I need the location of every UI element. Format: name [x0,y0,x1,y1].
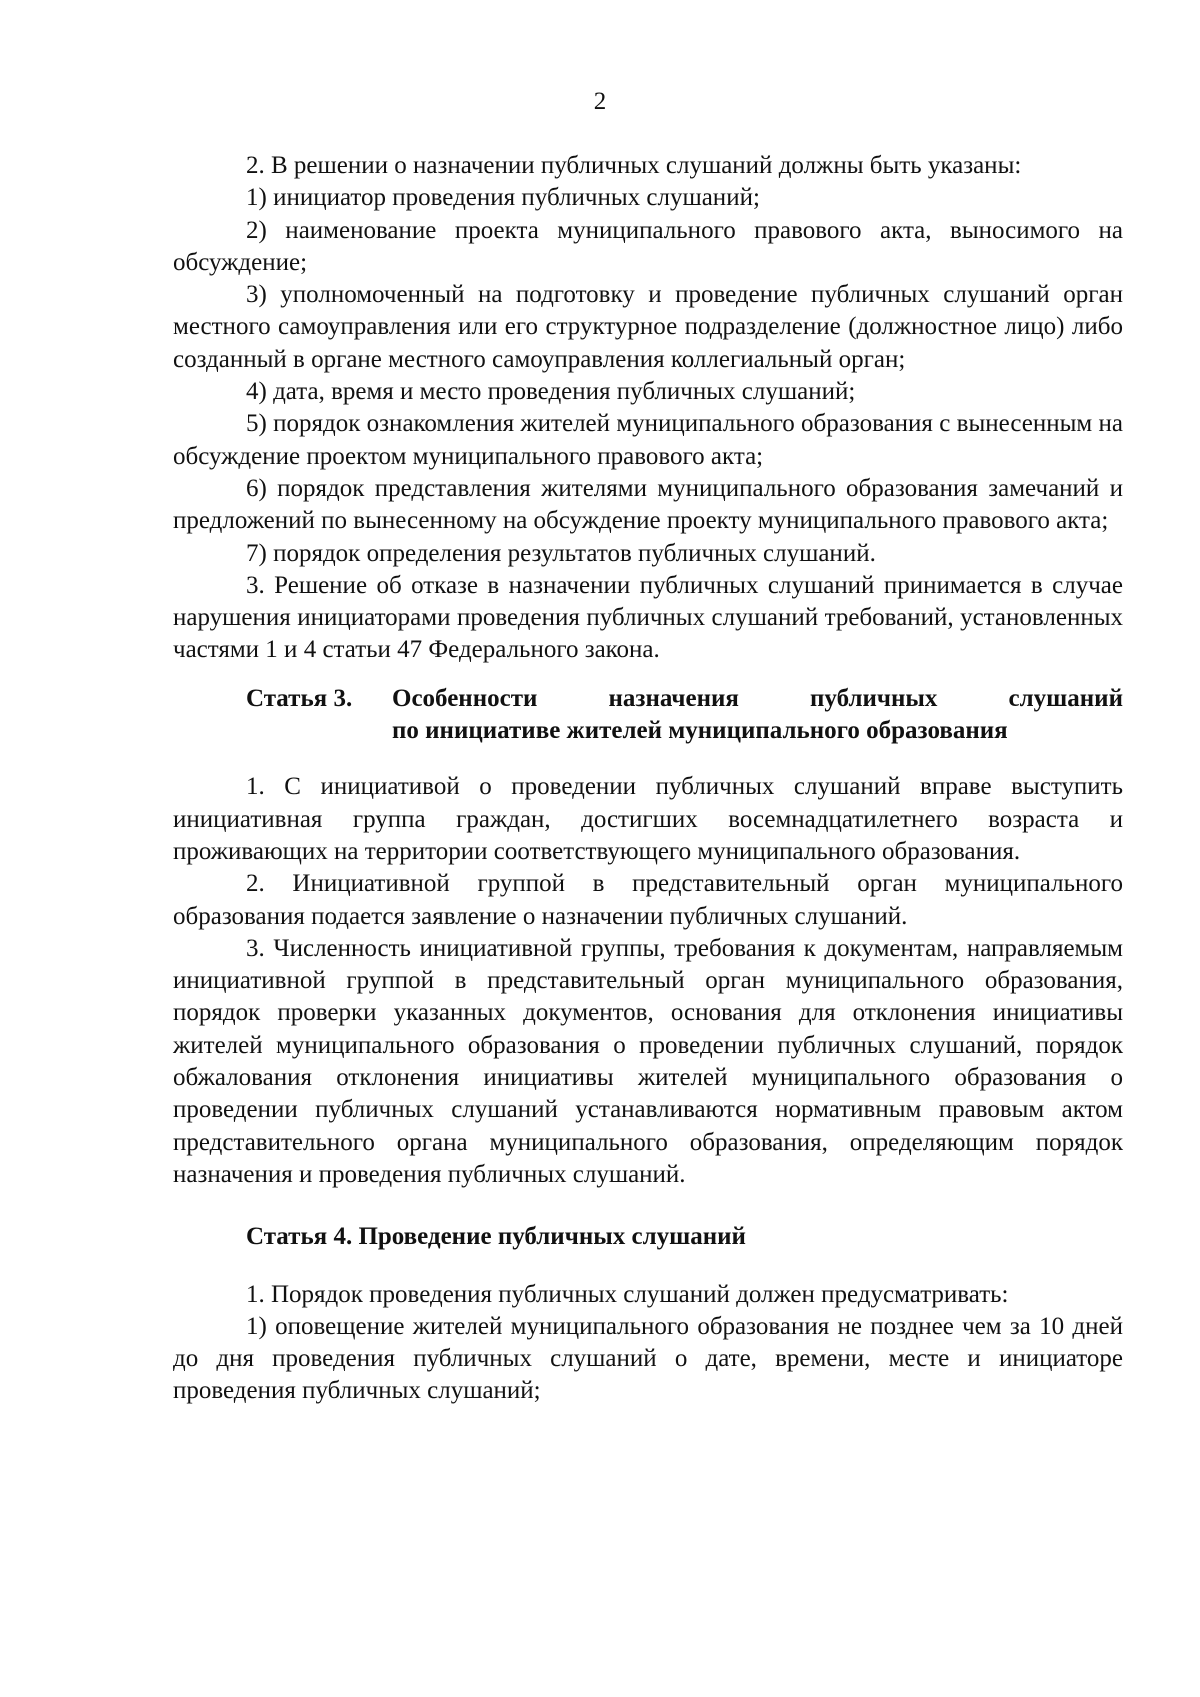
list-item-6: 6) порядок представления жителями муниципального образования замечаний и предложений по вынесенному на обсуждение проекту муниципального правового акта; [173,474,1123,535]
article-3-title-line-2: по инициативе жителей муниципального образования [392,717,1008,745]
article-3-paragraph-1: 1. С инициативой о проведении публичных слушаний вправе выступить инициативная группа граждан, достигших восемнадцатилетнего возраста и проживающих на территории соответствующего муниципального образования. [173,773,1123,865]
list-item-4: 4) дата, время и место проведения публичных слушаний; [246,378,856,406]
article-4-list-item-1: 1) оповещение жителей муниципального образования не позднее чем за 10 дней до дня проведения публичных слушаний о дате, времени, месте и инициаторе проведения публичных слушаний; [173,1312,1123,1405]
list-item-2: 2) наименование проекта муниципального правового акта, выносимого на обсуждение; [173,216,1123,276]
paragraph-3: 3. Решение об отказе в назначении публичных слушаний принимается в случае нарушения инициаторами проведения публичных слушаний требований, установленных частями 1 и 4 статьи 47 Федерального закона. [173,571,1123,664]
article-4-paragraph-1: 1. Порядок проведения публичных слушаний должен предусматривать: [246,1280,1009,1308]
list-item-5: 5) порядок ознакомления жителей муниципального образования с вынесенным на обсуждение проектом муниципального правового акта; [173,410,1123,470]
article-3-title [392,683,1123,748]
document-body [173,150,1123,1408]
article-3-number: Статья 3. [246,684,353,712]
article-3-title-line-1: Особенности назначения публичных слушаний [392,684,1123,712]
article-3-paragraph-2: 2. Инициативной группой в представительный орган муниципального образования подается заявление о назначении публичных слушаний. [173,870,1123,930]
article-3-paragraph-3: 3. Численность инициативной группы, требования к документам, направляемым инициативной группой в представительный орган муниципального образования, порядок проверки указанных документов, основания для отклонения инициативы жителей муниципального образования о проведении публичных слушаний, порядок обжалования отклонения инициативы жителей муниципального образования о проведении публичных слушаний устанавливаются нормативным правовым актом представительного органа муниципального образования, определяющим порядок назначения и проведения публичных слушаний. [173,934,1123,1188]
page-number: 2 [593,88,607,115]
list-item-7: 7) порядок определения результатов публичных слушаний. [246,539,876,567]
paragraph-2: 2. В решении о назначении публичных слушаний должны быть указаны: [246,152,1022,179]
list-item-3: 3) уполномоченный на подготовку и проведение публичных слушаний орган местного самоуправления или его структурное подразделение (должностное лицо) либо созданный в органе местного самоуправления коллегиальный орган; [173,281,1123,373]
list-item-1: 1) инициатор проведения публичных слушаний; [246,184,760,212]
article-4-heading: Статья 4. Проведение публичных слушаний [246,1223,746,1251]
article-3-heading [173,683,1123,748]
